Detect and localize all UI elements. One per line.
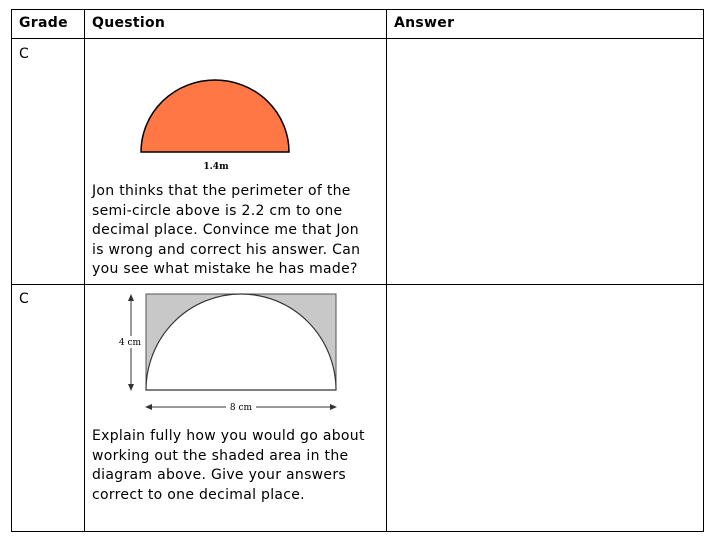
table-border-left [11,9,12,532]
column-divider-1 [84,9,85,532]
row2-answer-cell[interactable] [387,285,703,531]
height-arrow-head-top [128,294,134,301]
header-answer: Answer [394,15,455,31]
semicircle-figure [131,69,301,174]
header-grade: Grade [19,15,68,31]
row2-grade: C [19,291,30,307]
semicircle-base-label: 1.4m [203,162,229,172]
height-arrow-head-bottom [128,384,134,391]
semicircle-shape [141,80,289,152]
row1-answer-cell[interactable] [387,39,703,284]
width-arrow-head-right [330,404,337,410]
row2-question-text: Explain fully how you would go about working out the shaded area in the diagram above. Give your answers correct to one decimal place. [92,428,365,503]
table-border-top [11,9,704,10]
header-question: Question [92,15,166,31]
table-border-right [703,9,704,532]
row1-question-text: Jon thinks that the perimeter of the semi-circle above is 2.2 cm to one decimal place. Convince me that Jon is wrong and correct his answer. Can you see what mistake he has made? [92,183,361,277]
width-label: 8 cm [229,403,253,413]
row1-grade: C [19,46,30,62]
question-table [11,9,704,532]
table-border-bottom [11,531,704,532]
width-arrow-head-left [145,404,152,410]
height-label: 4 cm [118,338,142,348]
shaded-area-figure [106,285,366,420]
